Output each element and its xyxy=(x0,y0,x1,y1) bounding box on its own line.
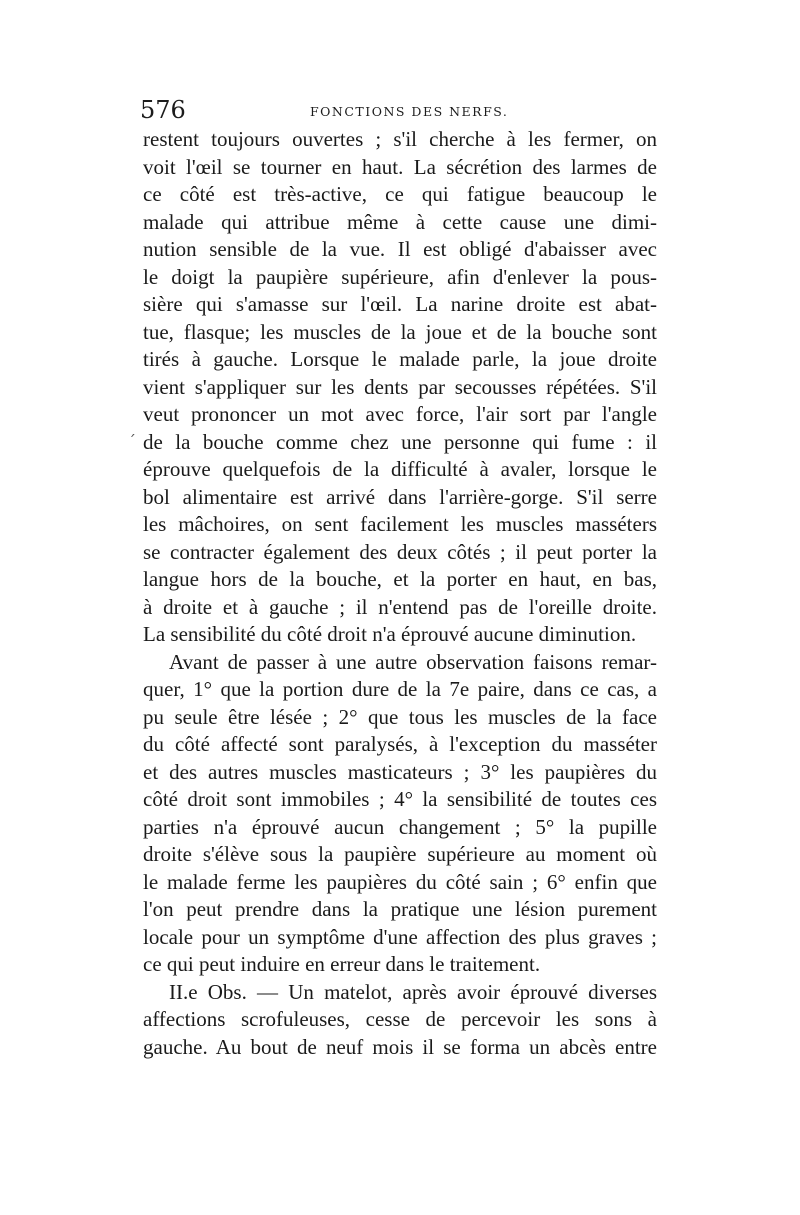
text-line: restent toujours ouvertes ; s'il cherche à les fermer, on xyxy=(143,127,657,151)
text-line: les mâchoires, on sent facilement les muscles masséters xyxy=(143,512,657,536)
text-line: et des autres muscles masticateurs ; 3° les paupières du xyxy=(143,759,657,784)
text-line: l'on peut prendre dans la pratique une lésion purement xyxy=(143,897,657,921)
text-line: tirés à gauche. Lorsque le malade parle, la joue droite xyxy=(143,347,657,371)
page-number: 576 xyxy=(140,96,186,124)
text-line: droite s'élève sous la paupière supérieure au moment où xyxy=(143,842,657,866)
text-line: pu seule être lésée ; 2° que tous les muscles de la face xyxy=(143,704,657,729)
text-line: sière qui s'amasse sur l'œil. La narine droite est abat- xyxy=(143,292,657,316)
text-line: ce qui peut induire en erreur dans le traitement. xyxy=(143,952,541,976)
text-line: malade qui attribue même à cette cause une dimi- xyxy=(143,209,657,234)
text-line: à droite et à gauche ; il n'entend pas de l'oreille droite. xyxy=(143,594,657,619)
text-line: veut prononcer un mot avec force, l'air sort par l'angle xyxy=(143,402,657,426)
text-line: vient s'appliquer sur les dents par secousses répétées. S'il xyxy=(143,374,657,399)
text-line: éprouve quelquefois de la difficulté à avaler, lorsque le xyxy=(143,457,657,481)
paragraph-start: II.e Obs. — Un matelot, après avoir éprouvé diverses xyxy=(169,979,657,1004)
paragraph-start: Avant de passer à une autre observation faisons remar- xyxy=(169,649,657,674)
text-line: gauche. Au bout de neuf mois il se forma un abcès entre xyxy=(143,1034,657,1059)
running-title: FONCTIONS DES NERFS. xyxy=(310,104,509,119)
text-line: locale pour un symptôme d'une affection des plus graves ; xyxy=(143,924,657,949)
body-text xyxy=(143,126,657,1061)
text-line: La sensibilité du côté droit n'a éprouvé aucune diminution. xyxy=(143,622,637,646)
text-line: tue, flasque; les muscles de la joue et de la bouche sont xyxy=(143,319,657,344)
text-line: le malade ferme les paupières du côté sain ; 6° enfin que xyxy=(143,869,657,894)
marginal-mark: ´ xyxy=(128,432,136,451)
text-line: parties n'a éprouvé aucun changement ; 5° la pupille xyxy=(143,814,657,839)
running-head xyxy=(140,96,660,126)
text-line: bol alimentaire est arrivé dans l'arrière-gorge. S'il serre xyxy=(143,484,657,509)
text-line: quer, 1° que la portion dure de la 7e paire, dans ce cas, a xyxy=(143,677,657,701)
text-line: ce côté est très-active, ce qui fatigue beaucoup le xyxy=(143,182,657,206)
text-line: du côté affecté sont paralysés, à l'exception du masséter xyxy=(143,732,657,756)
text-line: nution sensible de la vue. Il est obligé d'abaisser avec xyxy=(143,237,657,261)
text-line: de la bouche comme chez une personne qui fume : il xyxy=(143,429,657,454)
text-line: voit l'œil se tourner en haut. La sécrétion des larmes de xyxy=(143,154,657,179)
text-line: langue hors de la bouche, et la porter en haut, en bas, xyxy=(143,567,657,591)
text-line: se contracter également des deux côtés ; il peut porter la xyxy=(143,539,657,564)
text-line: côté droit sont immobiles ; 4° la sensibilité de toutes ces xyxy=(143,787,657,811)
text-line: affections scrofuleuses, cesse de percevoir les sons à xyxy=(143,1007,657,1031)
text-line: le doigt la paupière supérieure, afin d'enlever la pous- xyxy=(143,264,657,289)
